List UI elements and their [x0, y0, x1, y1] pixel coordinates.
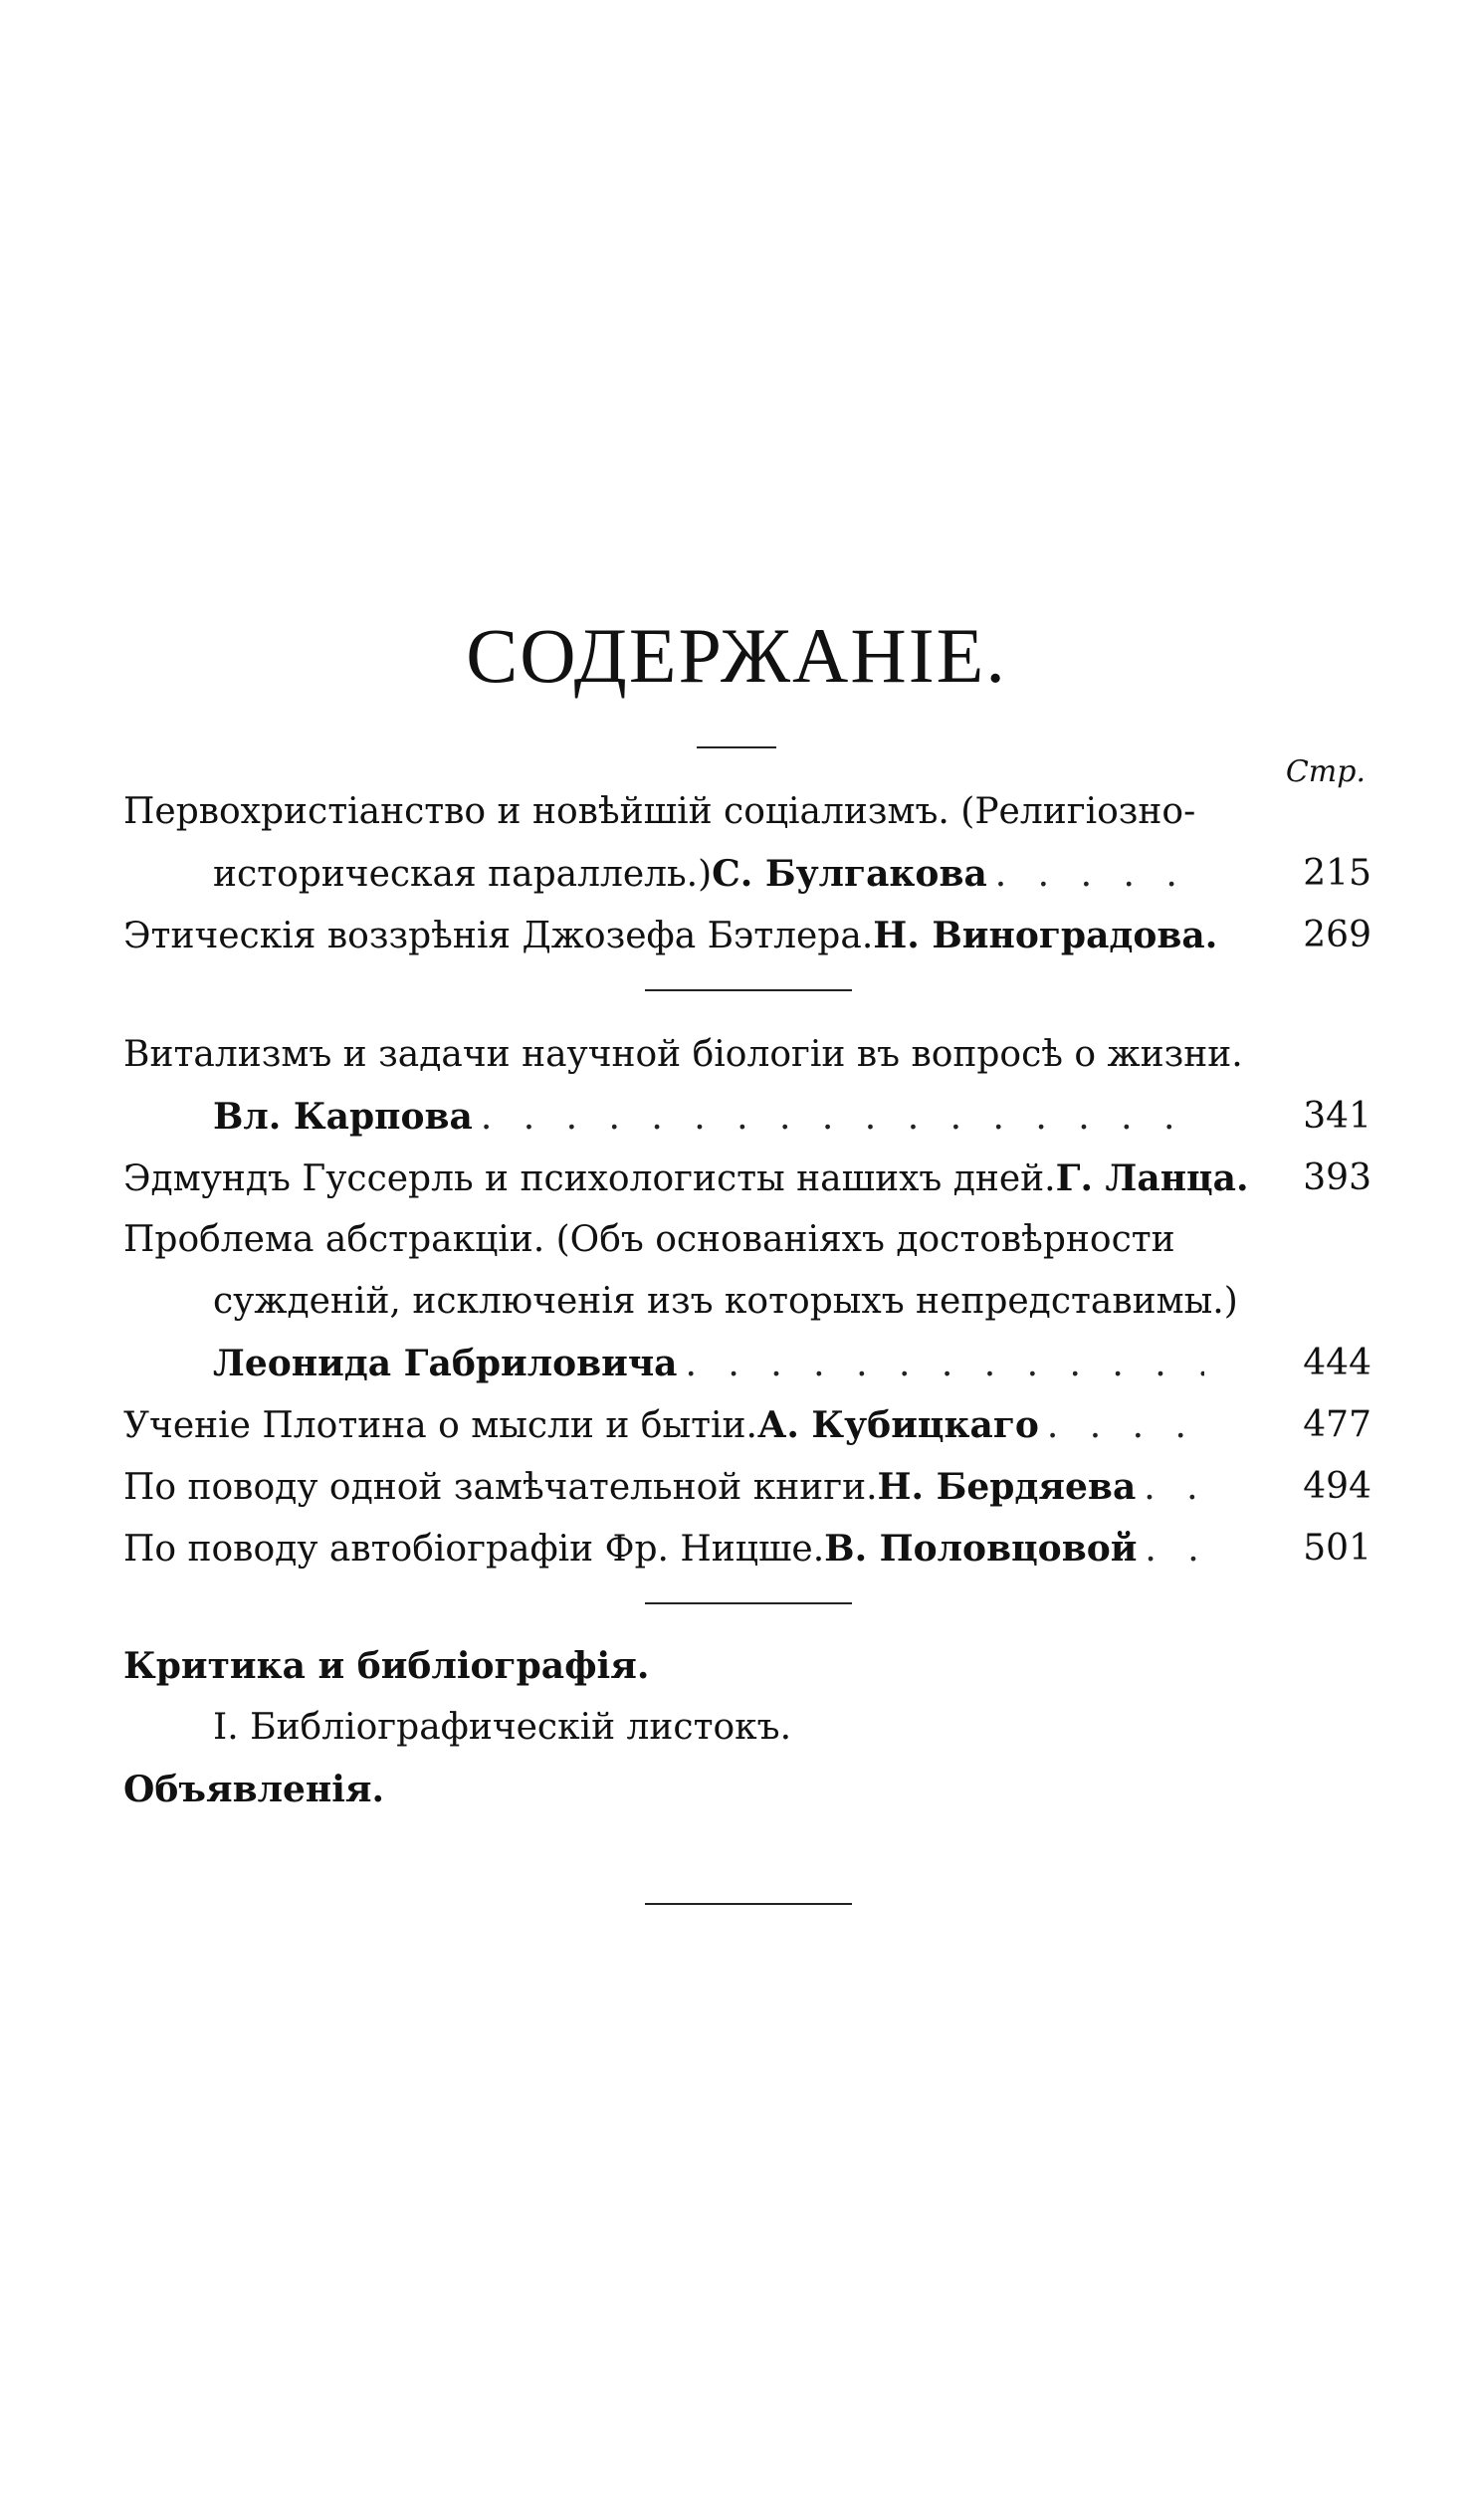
entry-5-line-1 [123, 1212, 1330, 1268]
entry-8-title: По поводу автобіографіи Фр. Ницше. [123, 1529, 825, 1570]
criticism-heading: Критика и библіографія. [123, 1645, 650, 1687]
page-title: СОДЕРЖАНІЕ. [466, 612, 1007, 699]
entry-5-leader [686, 1337, 1204, 1392]
entry-6-author: А. Кубицкаго [757, 1404, 1039, 1446]
closing-rule [645, 1903, 852, 1905]
entry-5-title: Проблема абстракціи. (Объ основаніяхъ достовѣрности [123, 1219, 1175, 1260]
entry-7-title: По поводу одной замѣчательной книги. [123, 1467, 878, 1508]
entry-1-line-2 [213, 846, 1212, 902]
entry-4-line-1 [123, 1151, 1249, 1206]
entry-4-page: 393 [1303, 1157, 1371, 1198]
entry-7-line-1 [123, 1459, 1212, 1515]
entry-3-title: Витализмъ и задачи научной біологіи въ вопросѣ о жизни. [123, 1034, 1243, 1075]
entry-1-author: С. Булгакова [712, 853, 987, 895]
criticism-item: I. Библіографическій листокъ. [213, 1707, 792, 1748]
entry-6-leader [1047, 1398, 1204, 1454]
entry-7-page: 494 [1303, 1466, 1371, 1507]
entry-1-line-1 [123, 784, 1330, 840]
entry-8-page: 501 [1303, 1528, 1371, 1569]
entry-1-page: 215 [1303, 853, 1371, 894]
entry-3-line-1 [123, 1027, 1330, 1083]
entry-3-line-2 [213, 1089, 1212, 1145]
section-rule-2 [645, 1602, 852, 1604]
entry-6-line-1 [123, 1397, 1212, 1453]
section-rule-1 [645, 989, 852, 991]
title-rule [697, 746, 776, 748]
entry-3-page: 341 [1303, 1096, 1371, 1137]
entry-4-title: Эдмундъ Гуссерль и психологисты нашихъ дней. [123, 1158, 1056, 1199]
entry-2-page: 269 [1303, 915, 1371, 955]
entry-1-title-cont: историческая параллель.) [213, 854, 713, 895]
entry-8-leader [1145, 1522, 1204, 1577]
entry-7-author: Н. Бердяева [877, 1466, 1137, 1508]
entry-5-page: 444 [1303, 1343, 1371, 1383]
entry-7-leader [1144, 1460, 1204, 1516]
entry-6-title: Ученіе Плотина о мысли и бытіи. [123, 1405, 757, 1446]
entry-5-author: Леонида Габриловича [213, 1343, 678, 1384]
entry-3-author: Вл. Карпова [213, 1096, 473, 1138]
entry-2-title: Этическія воззрѣнія Джозефа Бэтлера. [123, 916, 874, 956]
page-column-label: Стр. [1285, 754, 1366, 789]
entry-1-title: Первохристіанство и новѣйшій соціализмъ. (Религіозно- [123, 791, 1196, 832]
announcements-heading: Объявленія. [123, 1769, 385, 1810]
entry-8-line-1 [123, 1521, 1212, 1576]
entry-5-line-3 [213, 1336, 1212, 1391]
entry-1-leader [995, 847, 1204, 903]
entry-2-author: Н. Виноградова. [873, 915, 1218, 956]
entry-3-leader [481, 1090, 1204, 1146]
entry-6-page: 477 [1303, 1404, 1371, 1445]
entry-5-line-2 [213, 1274, 1330, 1330]
entry-5-title-cont: сужденій, исключенія изъ которыхъ непредставимы.) [213, 1281, 1238, 1322]
entry-2-line-1 [123, 908, 1218, 963]
entry-4-author: Г. Ланца. [1055, 1157, 1249, 1199]
entry-8-author: В. Половцовой [824, 1528, 1138, 1570]
